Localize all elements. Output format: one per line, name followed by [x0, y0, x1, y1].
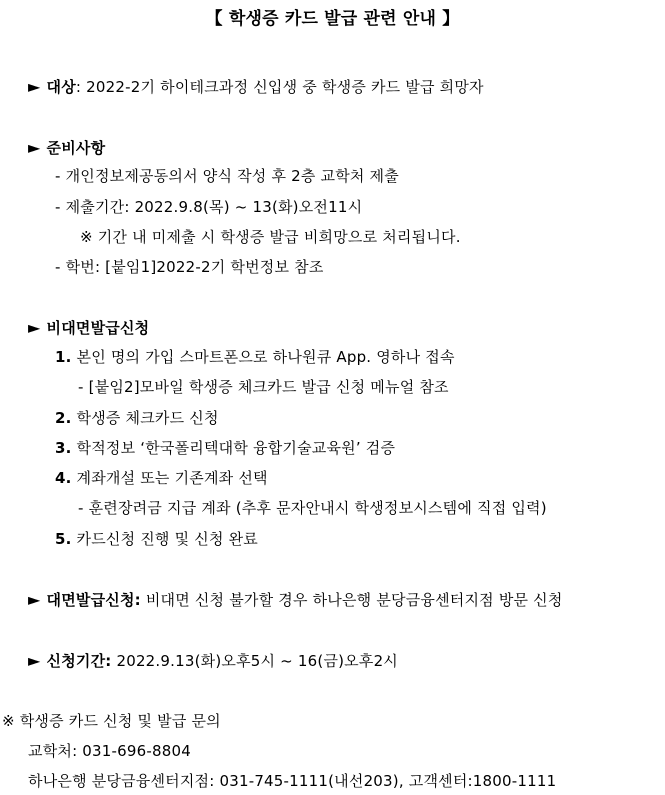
online-step-1-sub: - [붙임2]모바일 학생증 체크카드 발급 신청 메뉴얼 참조 [78, 378, 449, 396]
step-number: 2. [55, 409, 72, 427]
triangle-marker-icon: ► [28, 138, 41, 157]
step-text: 계좌개설 또는 기존계좌 선택 [71, 469, 268, 487]
online-heading [28, 318, 149, 338]
inquiry-bank: 하나은행 분당금융센터지점: 031-745-1111(내선203), 고객센터:1800-1111 [28, 772, 557, 790]
page-title: 【 학생증 카드 발급 관련 안내 】 [205, 9, 460, 29]
inquiry-note: ※ 학생증 카드 신청 및 발급 문의 [2, 712, 221, 730]
offline-label: 대면발급신청: [46, 591, 141, 609]
online-step-5 [55, 529, 258, 549]
prep-item-deadline: - 제출기간: 2022.9.8(목) ~ 13(화)오전11시 [55, 198, 363, 216]
target-row [28, 77, 484, 97]
triangle-marker-icon: ► [28, 590, 41, 609]
prep-label: 준비사항 [46, 139, 106, 157]
step-text: 학생증 체크카드 신청 [71, 409, 219, 427]
online-step-1 [55, 347, 455, 367]
target-colon: : [75, 78, 82, 96]
online-step-2 [55, 408, 219, 428]
offline-text: 비대면 신청 불가할 경우 하나은행 분당금융센터지점 방문 신청 [140, 591, 563, 609]
step-number: 4. [55, 469, 72, 487]
step-number: 1. [55, 348, 72, 366]
step-text: 카드신청 진행 및 신청 완료 [71, 530, 258, 548]
online-step-3 [55, 438, 395, 458]
online-step-4-sub: - 훈련장려금 지급 계좌 (추후 문자안내시 학생정보시스템에 직접 입력) [78, 499, 547, 517]
online-label: 비대면발급신청 [46, 319, 150, 337]
target-label: 대상 [46, 78, 76, 96]
step-text: 학적정보 ‘한국폴리텍대학 융합기술교육원’ 검증 [71, 439, 396, 457]
period-row [28, 651, 398, 671]
triangle-marker-icon: ► [28, 318, 41, 337]
step-text: 본인 명의 가입 스마트폰으로 하나원큐 App. 영하나 접속 [71, 348, 455, 366]
target-text: 2022-2기 하이테크과정 신입생 중 학생증 카드 발급 희망자 [81, 78, 484, 96]
inquiry-office: 교학처: 031-696-8804 [28, 742, 191, 760]
triangle-marker-icon: ► [28, 651, 41, 670]
period-label: 신청기간: [46, 652, 112, 670]
triangle-marker-icon: ► [28, 77, 41, 96]
period-text: 2022.9.13(화)오후5시 ~ 16(금)오후2시 [111, 652, 398, 670]
prep-heading [28, 138, 105, 158]
step-number: 5. [55, 530, 72, 548]
prep-item-form: - 개인정보제공동의서 양식 작성 후 2층 교학처 제출 [55, 167, 399, 185]
offline-row [28, 590, 563, 610]
prep-item-note: ※ 기간 내 미제출 시 학생증 발급 비희망으로 처리됩니다. [80, 228, 461, 246]
prep-item-student-id: - 학번: [붙임1]2022-2기 학번정보 참조 [55, 258, 324, 276]
step-number: 3. [55, 439, 72, 457]
online-step-4 [55, 468, 268, 488]
